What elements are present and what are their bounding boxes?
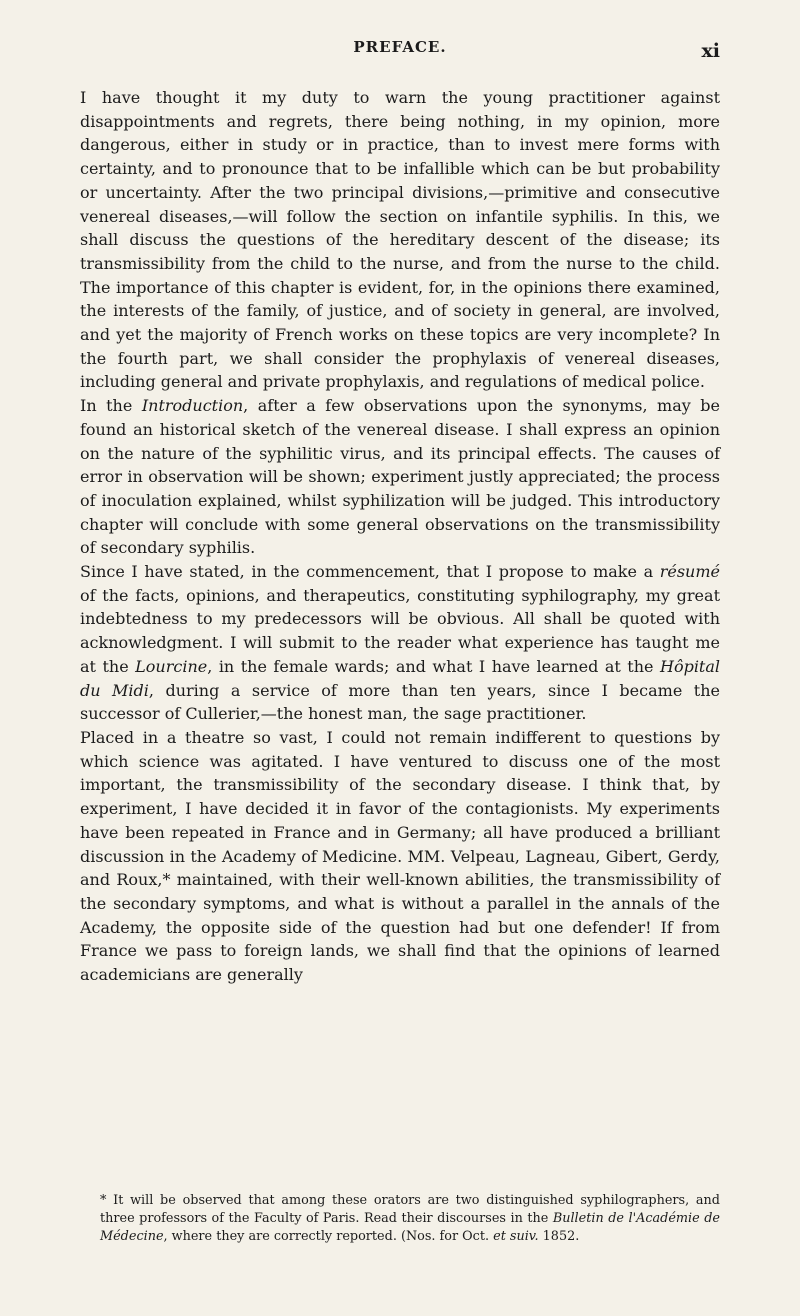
- footnote-text-part: 1852.: [538, 1229, 580, 1244]
- paragraph-introduction: [80, 394, 720, 560]
- paragraph-text: , during a service of more than ten years, since I became the successor of Cullerier,—the honest man, the sage practitioner.: [80, 680, 720, 724]
- paragraph-theatre: Placed in a theatre so vast, I could not remain indifferent to questions by which science was agitated. I have ventured to discuss one of the most important, the transmissibility of the secondary disease. I think that, by experiment, I have decided it in favor of the contagionists. My experiments have been repeated in France and in Germany; all have produced a brilliant discussion in the Academy of Medicine. MM. Velpeau, Lagneau, Gibert, Gerdy, and Roux,* maintained, with their well-known abilities, the transmissibility of the secondary symptoms, and what is without a parallel in the annals of the Academy, the opposite side of the question had but one defender! If from France we pass to foreign lands, we shall find that the opinions of learned academicians are generally: [80, 727, 720, 985]
- paragraph-text: Since I have stated, in the commencement, that I propose to make a: [80, 562, 660, 582]
- paragraph-resume: [80, 560, 720, 726]
- italic-title-bulletin: Bulletin de l'Académie de Médecine: [100, 1211, 720, 1244]
- running-head: [80, 38, 720, 66]
- paragraph-text: , after a few observations upon the synonyms, may be found an historical sketch of the venereal disease. I shall express an opinion on the nature of the syphilitic virus, and its principal effects. The causes of error in observation will be shown; experiment justly appreciated; the process of inoculation explained, whilst syphilization will be judged. This introductory chapter will conclude with some general observations on the transmissibility of secondary syphilis.: [80, 396, 720, 558]
- footnote-text-part: , where they are correctly reported. (Nos. for Oct.: [163, 1229, 494, 1244]
- italic-term-introduction: Introduction: [141, 396, 244, 416]
- footnote-text-part: * It will be observed that among these orators are two distinguished syphilographers, and three professors of the Faculty of Paris. Read their discourses in the: [100, 1193, 720, 1226]
- italic-term-resume: résumé: [659, 562, 720, 582]
- body-text: [80, 86, 720, 987]
- paragraph-disappointments: I have thought it my duty to warn the young practitioner against disappointments and regrets, there being nothing, in my opinion, more dangerous, either in study or in practice, than to invest mere forms with certainty, and to pronounce that to be infallible which can be but probability or uncertainty. After the two principal divisions,—primitive and consecutive venereal diseases,—will follow the section on infantile syphilis. In this, we shall discuss the questions of the hereditary descent of the disease; its transmissibility from the child to the nurse, and from the nurse to the child. The importance of this chapter is evident, for, in the opinions there examined, the interests of the family, of justice, and of society in general, are involved, and yet the majority of French works on these topics are very incomplete? In the fourth part, we shall consider the prophylaxis of venereal diseases, including general and private prophylaxis, and regulations of medical police.: [80, 88, 720, 392]
- footnote: [80, 1192, 720, 1246]
- paragraph-text: of the facts, opinions, and therapeutics, constituting syphilography, my great indebtedness to my predecessors will be obvious. All shall be quoted with acknowledgment. I will submit to the reader what experience has taught me at the: [80, 585, 720, 676]
- page-number: xi: [701, 40, 720, 62]
- italic-et-suiv: et suiv.: [493, 1229, 539, 1244]
- italic-term-hopital-du-midi: Hôpital du Midi: [80, 656, 721, 700]
- running-head-title: PREFACE.: [353, 38, 447, 56]
- paragraph-text: In the: [80, 396, 142, 416]
- italic-term-lourcine: Lourcine: [135, 656, 208, 676]
- paragraph-text: , in the female wards; and what I have learned at the: [207, 656, 660, 676]
- footnote-text: [80, 1192, 720, 1246]
